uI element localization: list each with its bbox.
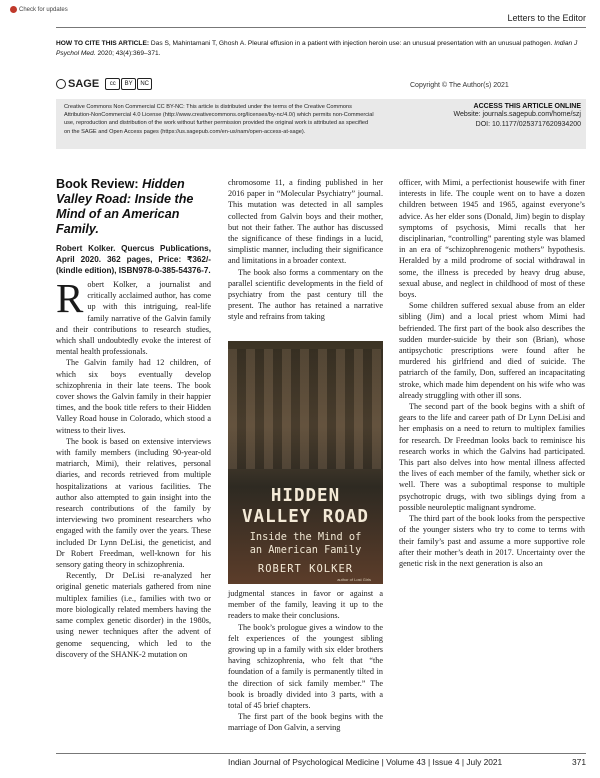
- paragraph: judgmental stances in favor or against a member of the family, leaving it up to the readers to make their conclusions.: [228, 589, 383, 621]
- paragraph: The second part of the book begins with a shift of gears to the life and career path of Dr Lynn DeLisi and her emphasis on a need to return to multiplex families for research. Dr Freedman looks back to reminisce his research works in which the Galvins had participated. This part also delves into how mental illness affected the lives of each member of the family, whether sick or well. There was a suboptimal response to multiple psychotropic drugs, with two siblings dying from a possible neuroleptic malignant syndrome.: [399, 402, 585, 512]
- cover-title: HIDDEN VALLEY ROAD: [242, 486, 369, 527]
- crossmark-badge[interactable]: [10, 6, 68, 13]
- copyright-notice: Copyright © The Author(s) 2021: [410, 82, 509, 89]
- column-2-bottom: [228, 588, 383, 734]
- crossmark-icon: [10, 6, 17, 13]
- sage-logo-icon: [56, 79, 66, 89]
- paragraph: The book’s prologue gives a window to the felt experiences of the youngest sibling growing up in a family with six elder brothers having schizophrenia, who felt that “the foundation of a family is permanently tilted in the direction of sick family member.” The book is broadly divided into 3 parts, with a total of 45 brief chapters.: [228, 622, 383, 711]
- sage-logo: SAGE: [56, 78, 99, 90]
- citation-ref: 2020; 43(4):369–371.: [97, 50, 161, 57]
- nc-icon: NC: [137, 78, 152, 90]
- drop-cap: R: [56, 275, 84, 321]
- citation-label: HOW TO CITE THIS ARTICLE:: [56, 40, 150, 47]
- paragraph: The Galvin family had 12 children, of which six boys eventually develop schizophrenia in their late teens. The book cover shows the Galvin family in their happier times, and the book title refers to their Hidden Valley Road house in Colorado, which stood a witness to their lives.: [56, 358, 211, 435]
- license-text: Creative Commons Non Commercial CC BY-NC: This article is distributed under the terms of the Creative Commons Attribution-NonCommercial 4.0 License (http://www.creativecommons.org/licenses/by-nc/4.0/) which permits non-Commercial use, reproduction and distribution of the work without further permission provided the original work is attributed as specified on the SAGE and Open Access pages (https://us.sagepub.com/en-us/nam/open-access-at-sage).: [64, 104, 374, 135]
- paragraph: The book also forms a commentary on the parallel scientific developments in the field of psychiatry from the past century till the present. The author has retained a narrative style and refrains from taking: [228, 267, 383, 322]
- paragraph: chromosome 11, a finding published in her 2016 paper in “Molecular Psychiatry” journal. This mutation was detected in all samples collected from Galvin boys and their mother, but not their father. The author has discussed the significance of these findings in a lucid, simplistic manner, including their significance and limitations in a broader context.: [228, 178, 383, 266]
- license-box: [56, 99, 586, 149]
- doi-link[interactable]: DOI: 10.1177/0253717620934200: [475, 121, 581, 128]
- column-1: [56, 177, 211, 660]
- book-cover-image: [228, 341, 383, 584]
- citation-text: Das S, Mahintamani T, Ghosh A. Pleural effusion in a patient with injection heroin use: an unusual presentation with an unusual pathogen.: [150, 40, 553, 47]
- paragraph: Recently, Dr DeLisi re-analyzed her original genetic materials gathered from nine multiplex families (i.e., families with two or more biologically related members having the same complex genetic disorder) in the 1980s, using newer techniques after the advent of genome sequencing, which led to the discovery of the SHANK-2 mutation on: [56, 571, 211, 659]
- paragraph: The book is based on extensive interviews with family members (including 90-year-old matriarch, Mimi), their relatives, personal diaries, and records retrieved from multiple hospitalizations at various facilities. The author also attempted to gain insight into the research contributions of the family by interviewing two prominent researchers who engaged with the family over the years. These included Dr Lynn DeLisi, the geneticist, and Dr Robert Freedman, well-known for his sensory gating theory in schizophrenia.: [56, 436, 211, 570]
- article-title: Book Review: Hidden Valley Road: Inside the Mind of an American Family.: [56, 177, 194, 236]
- book-info: Robert Kolker. Quercus Publications, April 2020. 362 pages, Price: ₹362/- (kindle edition), ISBN978-0-385-54376-7.: [56, 244, 211, 275]
- cc-icon: cc: [105, 78, 120, 90]
- crossmark-label: Check for updates: [19, 6, 68, 13]
- footer-rule: [56, 753, 586, 754]
- paragraph: officer, with Mimi, a perfectionist housewife with finer interests in life. The couple went on to have a dozen children between 1945 and 1965, against everyone’s advice. As her elder sons (Donald, Jim) begin to display symptoms of psychosis, Mimi recalls that her disciplinarian, “controlling” parenting style was blamed in an era of “schizophrenogenic mothers” hypothesis. Heralded by a mild prodrome of social withdrawal in some, the illness is preceded by heavy drug abuse, sexual abuse, and neglect in childhood of most of these boys.: [399, 178, 585, 300]
- access-online: [396, 103, 581, 130]
- access-heading: ACCESS THIS ARTICLE ONLINE: [473, 103, 581, 110]
- citation-journal: Indian J Psychol Med.: [56, 40, 578, 57]
- section-label: Letters to the Editor: [507, 13, 586, 23]
- publisher-logos: [56, 78, 152, 90]
- paragraph: Robert Kolker, a journalist and critically acclaimed author, has come up with this intriguing, real-life family narrative of the Galvin family and their contributions to research studies, which shall undoubtedly evoke the interest of mental health professionals.: [56, 275, 211, 357]
- column-3: [399, 177, 585, 569]
- page-number: 371: [572, 757, 586, 767]
- column-2: [228, 177, 383, 323]
- citation-block: [56, 39, 586, 67]
- cover-small-text: author of Lost Girls: [337, 577, 371, 582]
- cover-author: ROBERT KOLKER: [257, 563, 354, 575]
- paragraph: Some children suffered sexual abuse from an elder sibling (Jim) and a local priest whom Mimi had befriended. The first part of the book also describes the sudden murder-suicide by their son (Brian), whose antipsychotic prescriptions were found after he murdered his girlfriend and died of suicide. The patriarch of the family, Don, suffered an incapacitating stroke, which made him dependent on his wife who was already struggling with other ill sons.: [399, 301, 585, 400]
- footer-journal: Indian Journal of Psychological Medicine | Volume 43 | Issue 4 | July 2021: [228, 757, 503, 767]
- website-link[interactable]: Website: journals.sagepub.com/home/szj: [453, 111, 581, 118]
- cc-license-badge[interactable]: [105, 78, 152, 90]
- by-icon: BY: [121, 78, 136, 90]
- paragraph: The third part of the book looks from the perspective of the younger sisters who try to come to terms with their family’s past and assume a more supportive role after their mother’s death in 2017. Uncertainty over the genetic risk in the next generation is also an: [399, 514, 585, 568]
- cover-subtitle: Inside the Mind of an American Family: [249, 531, 362, 556]
- family-photo: [228, 349, 383, 469]
- header-rule: [56, 27, 586, 28]
- paragraph: The first part of the book begins with the marriage of Don Galvin, a serving: [228, 712, 383, 733]
